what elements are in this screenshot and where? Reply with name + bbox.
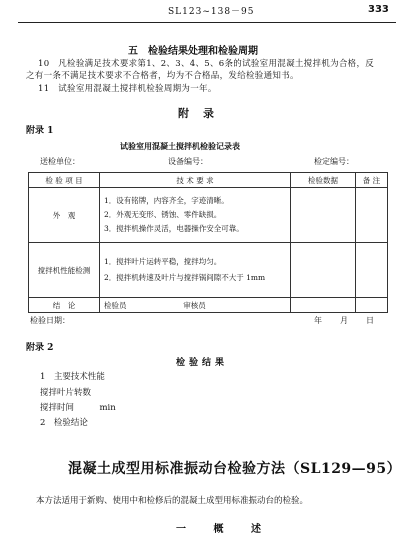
header-requirement: 技 术 要 求 [100, 173, 291, 188]
paragraph-10-line1: 10 凡检验满足技术要求第1、2、3、4、5、6条的试验室用混凝土搅拌机为合格，反 [38, 59, 375, 69]
results-item-1: 1 主要技术性能 [40, 372, 105, 382]
header-data: 检验数据 [291, 173, 356, 188]
footer-reviewer: 审核员 [183, 300, 206, 310]
header-rule [18, 22, 396, 23]
remark-cell [356, 243, 388, 298]
chapter-heading: 一 概 述 [176, 524, 273, 535]
row-item-performance: 搅拌机性能检测 [29, 243, 100, 298]
next-standard-intro: 本方法适用于新购、使用中和检修后的混凝土成型用标准振动台的检验。 [36, 496, 309, 506]
page-number: 333 [368, 4, 389, 15]
row-item-appearance: 外 观 [29, 188, 100, 243]
table-row [29, 243, 388, 298]
data-cell [291, 188, 356, 243]
running-header-code: SL123~138－95 [168, 7, 255, 17]
results-item-2: 2 检验结论 [40, 418, 88, 428]
data-cell [291, 298, 356, 313]
field-equipment-label: 设备编号： [168, 157, 208, 166]
section-title: 五 检验结果处理和检验周期 [128, 46, 258, 57]
paragraph-10-line2: 之有一条不满足技术要求不合格者，均为不合格品，发给检验通知书。 [26, 71, 299, 81]
footer-inspector: 检验员 [104, 300, 127, 310]
appendix-heading: 附录 [178, 107, 228, 120]
requirement-line: 1．设有铭牌，内容齐全，字迹清晰。 [104, 196, 229, 205]
row-requirements-performance [100, 243, 291, 298]
field-cert-label: 检定编号： [314, 157, 354, 166]
remark-cell [356, 188, 388, 243]
data-cell [291, 243, 356, 298]
footer-conclusion: 结 论 [29, 298, 100, 313]
header-item: 检 验 项 目 [29, 173, 100, 188]
table-row [29, 188, 388, 243]
inspection-record-table [28, 172, 388, 313]
row-requirements-appearance [100, 188, 291, 243]
date-label: 检验日期： [30, 316, 70, 325]
paragraph-11: 11 试验室用混凝土搅拌机检验周期为一年。 [38, 84, 217, 94]
requirement-line: 3．搅拌机操作灵活，电器操作安全可靠。 [104, 224, 244, 233]
remark-cell [356, 298, 388, 313]
table-caption: 试验室用混凝土搅拌机检验记录表 [120, 141, 240, 151]
results-title: 检验结果 [176, 358, 229, 368]
requirement-line: 2．搅拌机转速及叶片与搅拌锅间隙不大于 1mm [104, 273, 266, 282]
table-header-row [29, 173, 388, 188]
date-year: 年 [314, 316, 322, 325]
date-day: 日 [366, 316, 374, 325]
results-item-1a: 搅拌叶片转数 [40, 388, 92, 398]
date-month: 月 [340, 316, 348, 325]
next-standard-title: 混凝土成型用标准振动台检验方法（SL129—95） [68, 461, 402, 477]
appendix-1-label: 附录 1 [26, 126, 54, 136]
footer-signatures [100, 298, 291, 313]
appendix-2-label: 附录 2 [26, 343, 54, 353]
results-item-1b: 搅拌时间 min [40, 403, 116, 413]
field-unit-label: 送检单位： [40, 157, 80, 166]
requirement-line: 1．搅拌叶片运转平稳，搅拌均匀。 [104, 257, 222, 266]
requirement-line: 2．外观无变形、锈蚀、零件缺损。 [104, 210, 222, 219]
header-remark: 备 注 [356, 173, 388, 188]
table-footer-row [29, 298, 388, 313]
